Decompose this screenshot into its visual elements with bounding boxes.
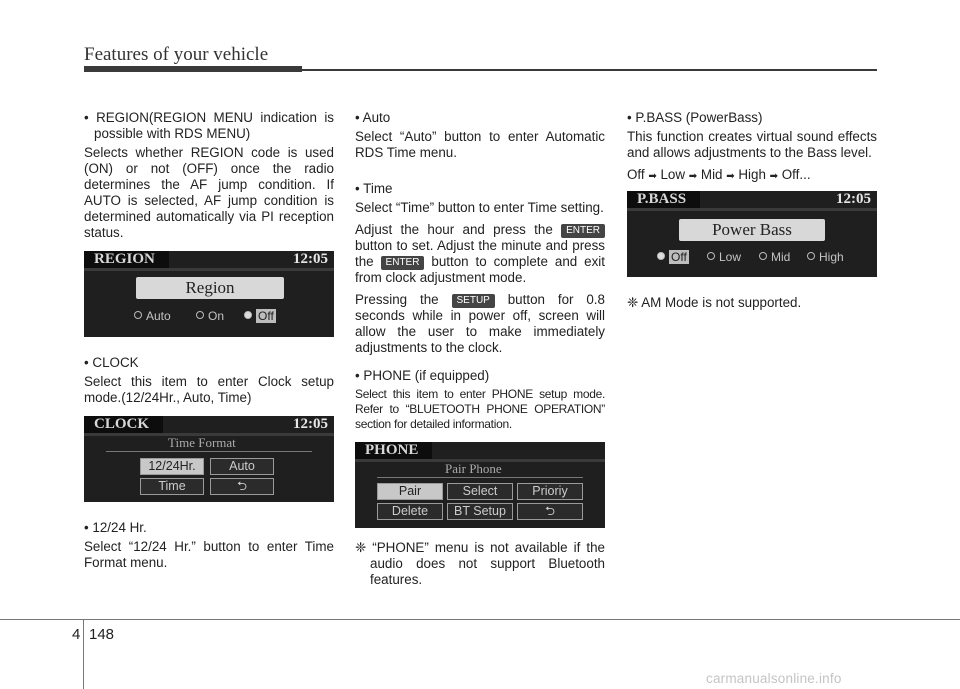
am-note: ❈ AM Mode is not supported. (627, 295, 802, 310)
btn-bt-setup[interactable]: BT Setup (447, 503, 513, 520)
time-format-subtitle: Time Format (168, 435, 236, 450)
phone-note: ❈ “PHONE” menu is not available if the audio does not support Bluetooth features. (355, 540, 605, 587)
page-header-title: Features of your vehicle (84, 44, 269, 65)
btn-auto[interactable]: Auto (210, 458, 274, 475)
option-low[interactable]: Low (707, 250, 741, 264)
option-off[interactable]: Off (244, 309, 276, 323)
option-auto[interactable]: Auto (134, 309, 171, 323)
radio-selected-icon (244, 311, 252, 319)
footer-rule (0, 619, 960, 620)
clock-screen (84, 416, 334, 502)
header-rule (302, 69, 877, 71)
screen-clock: 12:05 (836, 191, 871, 207)
phone-description: Select this item to enter PHONE setup mode. Refer to “BLUETOOTH PHONE OPERATION” section for detailed information. (355, 387, 605, 431)
screen-title: PHONE (355, 442, 432, 459)
radio-icon (134, 311, 142, 319)
enter-key-badge: ENTER (561, 224, 605, 238)
screen-clock: 12:05 (293, 251, 328, 267)
btn-priority[interactable]: Prioriy (517, 483, 583, 500)
footer-divider (83, 619, 84, 689)
subtitle-rule (377, 477, 583, 478)
auto-description: Select “Auto” button to enter Automatic RDS Time menu. (355, 129, 605, 160)
clock-bullet: • CLOCK (84, 355, 139, 370)
arrow-right-icon: ➡ (648, 171, 657, 182)
press-paragraph: Pressing the SETUP button for 0.8 seconds while in power off, screen will allow the user to make immediately adjustments to the clock. (355, 292, 605, 355)
screen-band (84, 268, 334, 271)
clock-description: Select this item to enter Clock setup mode.(12/24Hr., Auto, Time) (84, 374, 334, 405)
back-icon[interactable]: ⮌ (210, 478, 274, 495)
arrow-right-icon: ➡ (688, 171, 698, 182)
radio-icon (807, 252, 815, 260)
power-bass-button[interactable]: Power Bass (679, 219, 825, 241)
screen-title: CLOCK (84, 416, 163, 433)
region-screen (84, 251, 334, 337)
btn-select[interactable]: Select (447, 483, 513, 500)
btn-time[interactable]: Time (140, 478, 204, 495)
chapter-number: 4 (72, 626, 81, 643)
option-off[interactable]: Off (657, 250, 689, 264)
phone-screen (355, 442, 605, 528)
pbass-bullet: • P.BASS (PowerBass) (627, 110, 763, 125)
radio-selected-icon (657, 252, 665, 260)
back-icon[interactable]: ⮌ (517, 503, 583, 520)
option-high[interactable]: High (807, 250, 844, 264)
screen-clock: 12:05 (293, 416, 328, 432)
hr-description: Select “12/24 Hr.” button to enter Time Format menu. (84, 539, 334, 570)
option-on[interactable]: On (196, 309, 224, 323)
column-3 (627, 110, 877, 311)
hr-bullet: • 12/24 Hr. (84, 520, 147, 535)
adjust-paragraph: Adjust the hour and press the ENTER button to set. Adjust the minute and press the ENTER button to complete and exit from clock adjustment mode. (355, 222, 605, 285)
enter-key-badge: ENTER (381, 256, 425, 270)
screen-band (627, 208, 877, 211)
radio-icon (707, 252, 715, 260)
screen-title: REGION (84, 251, 169, 268)
column-1 (84, 110, 334, 577)
watermark: carmanualsonline.info (706, 671, 842, 686)
btn-delete[interactable]: Delete (377, 503, 443, 520)
subtitle-rule (106, 451, 312, 452)
btn-pair[interactable]: Pair (377, 483, 443, 500)
radio-icon (196, 311, 204, 319)
arrow-right-icon: ➡ (726, 171, 735, 182)
pbass-description: This function creates virtual sound effects and allows adjustments to the Bass level. (627, 129, 877, 160)
page-number: 148 (89, 626, 115, 643)
pair-phone-subtitle: Pair Phone (445, 461, 502, 476)
region-button[interactable]: Region (136, 277, 284, 299)
time-bullet: • Time (355, 181, 393, 196)
header-bar (84, 66, 302, 72)
region-bullet: • REGION(REGION MENU indication is possible with RDS MENU) (84, 110, 334, 141)
btn-12-24hr[interactable]: 12/24Hr. (140, 458, 204, 475)
setup-key-badge: SETUP (452, 294, 495, 308)
pbass-screen (627, 191, 877, 277)
phone-bullet: • PHONE (if equipped) (355, 368, 490, 383)
time-description: Select “Time” button to enter Time setting. (355, 200, 604, 215)
arrow-right-icon: ➡ (769, 171, 779, 182)
radio-icon (759, 252, 767, 260)
auto-bullet: • Auto (355, 110, 391, 125)
column-2 (355, 110, 605, 588)
region-description: Selects whether REGION code is used (ON) or not (OFF) once the radio determines the AF jump condition. If AUTO is selected, AF jump condition is determined automatically via PI reception status. (84, 145, 334, 240)
option-mid[interactable]: Mid (759, 250, 790, 264)
pbass-sequence: Off ➡ Low ➡ Mid ➡ High ➡ Off... (627, 167, 811, 182)
screen-title: P.BASS (627, 191, 700, 208)
